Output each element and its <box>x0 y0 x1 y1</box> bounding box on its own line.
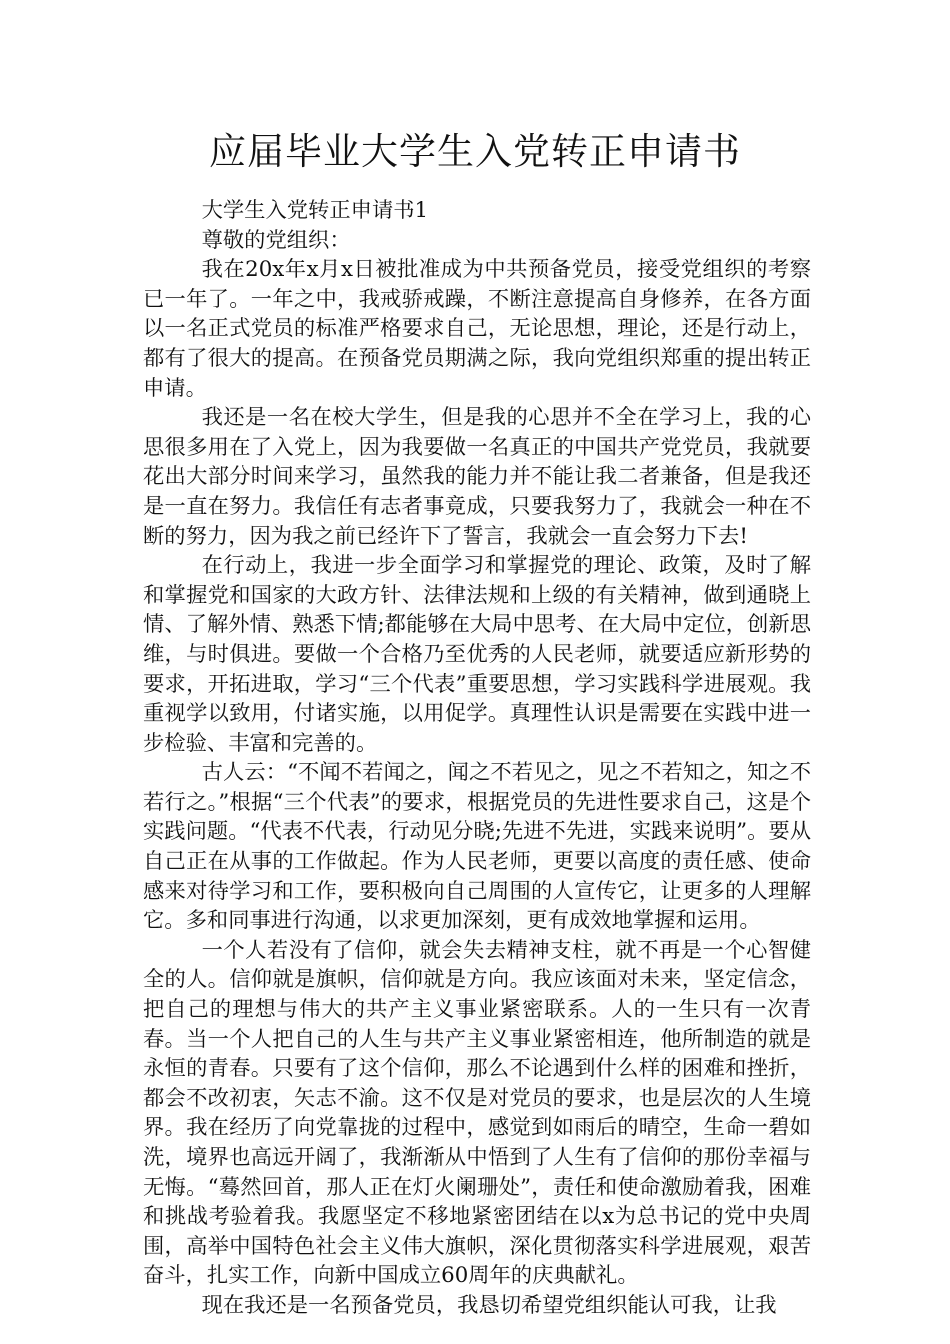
paragraph: 一个人若没有了信仰，就会失去精神支柱，就不再是一个心智健全的人。信仰就是旗帜，信仰就是方向。我应该面对未来，坚定信念，把自己的理想与伟大的共产主义事业紧密联系。人的一生只有一次青春。当一个人把自己的人生与共产主义事业紧密相连，他所制造的就是永恒的青春。只要有了这个信仰，那么不论遇到什么样的困难和挫折，都会不改初衷，矢志不渝。这不仅是对党员的要求，也是层次的人生境界。我在经历了向党靠拢的过程中，感觉到如雨后的晴空，生命一碧如洗，境界也高远开阔了，我渐渐从中悟到了人生有了信仰的那份幸福与无悔。“蓦然回首，那人正在灯火阑珊处”，责任和使命激励着我，困难和挑战考验着我。我愿坚定不移地紧密团结在以x为总书记的党中央周围，高举中国特色社会主义伟大旗帜，深化贯彻落实科学进展观，艰苦奋斗，扎实工作，向新中国成立60周年的庆典献礼。 <box>143 937 811 1289</box>
section-heading: 大学生入党转正申请书1 <box>201 198 429 223</box>
salutation: 尊敬的党组织： <box>201 227 351 253</box>
document-title: 应届毕业大学生入党转正申请书 <box>209 130 741 173</box>
document-body <box>143 196 811 1321</box>
paragraph: 在行动上，我进一步全面学习和掌握党的理论、政策，及时了解和掌握党和国家的大政方针、法律法规和上级的有关精神，做到通晓上情、了解外情、熟悉下情;都能够在大局中思考、在大局中定位，创新思维，与时俱进。要做一个合格乃至优秀的人民老师，就要适应新形势的要求，开拓进取，学习“三个代表”重要思想，学习实践科学进展观。我重视学以致用，付诸实施，以用促学。真理性认识是需要在实践中进一步检验、丰富和完善的。 <box>143 553 811 756</box>
paragraph: 古人云：“不闻不若闻之，闻之不若见之，见之不若知之，知之不若行之。”根据“三个代表”的要求，根据党员的先进性要求自己，这是个实践问题。“代表不代表，行动见分晓;先进不先进，实践来说明”。要从自己正在从事的工作做起。作为人民老师，更要以高度的责任感、使命感来对待学习和工作，要积极向自己周围的人宣传它，让更多的人理解它。多和同事进行沟通，以求更加深刻，更有成效地掌握和运用。 <box>143 760 811 934</box>
paragraph: 我在20x年x月x日被批准成为中共预备党员，接受党组织的考察已一年了。一年之中，我戒骄戒躁，不断注意提高自身修养，在各方面以一名正式党员的标准严格要求自己，无论思想，理论，还是行动上，都有了很大的提高。在预备党员期满之际，我向党组织郑重的提出转正申请。 <box>143 257 811 401</box>
paragraph: 我还是一名在校大学生，但是我的心思并不全在学习上，我的心思很多用在了入党上，因为我要做一名真正的中国共产党党员，我就要花出大部分时间来学习，虽然我的能力并不能让我二者兼备，但是我还是一直在努力。我信任有志者事竟成，只要我努力了，我就会一种在不断的努力，因为我之前已经许下了誓言，我就会一直会努力下去! <box>143 405 811 549</box>
paragraph: 现在我还是一名预备党员，我恳切希望党组织能认可我，让我 <box>201 1292 777 1318</box>
